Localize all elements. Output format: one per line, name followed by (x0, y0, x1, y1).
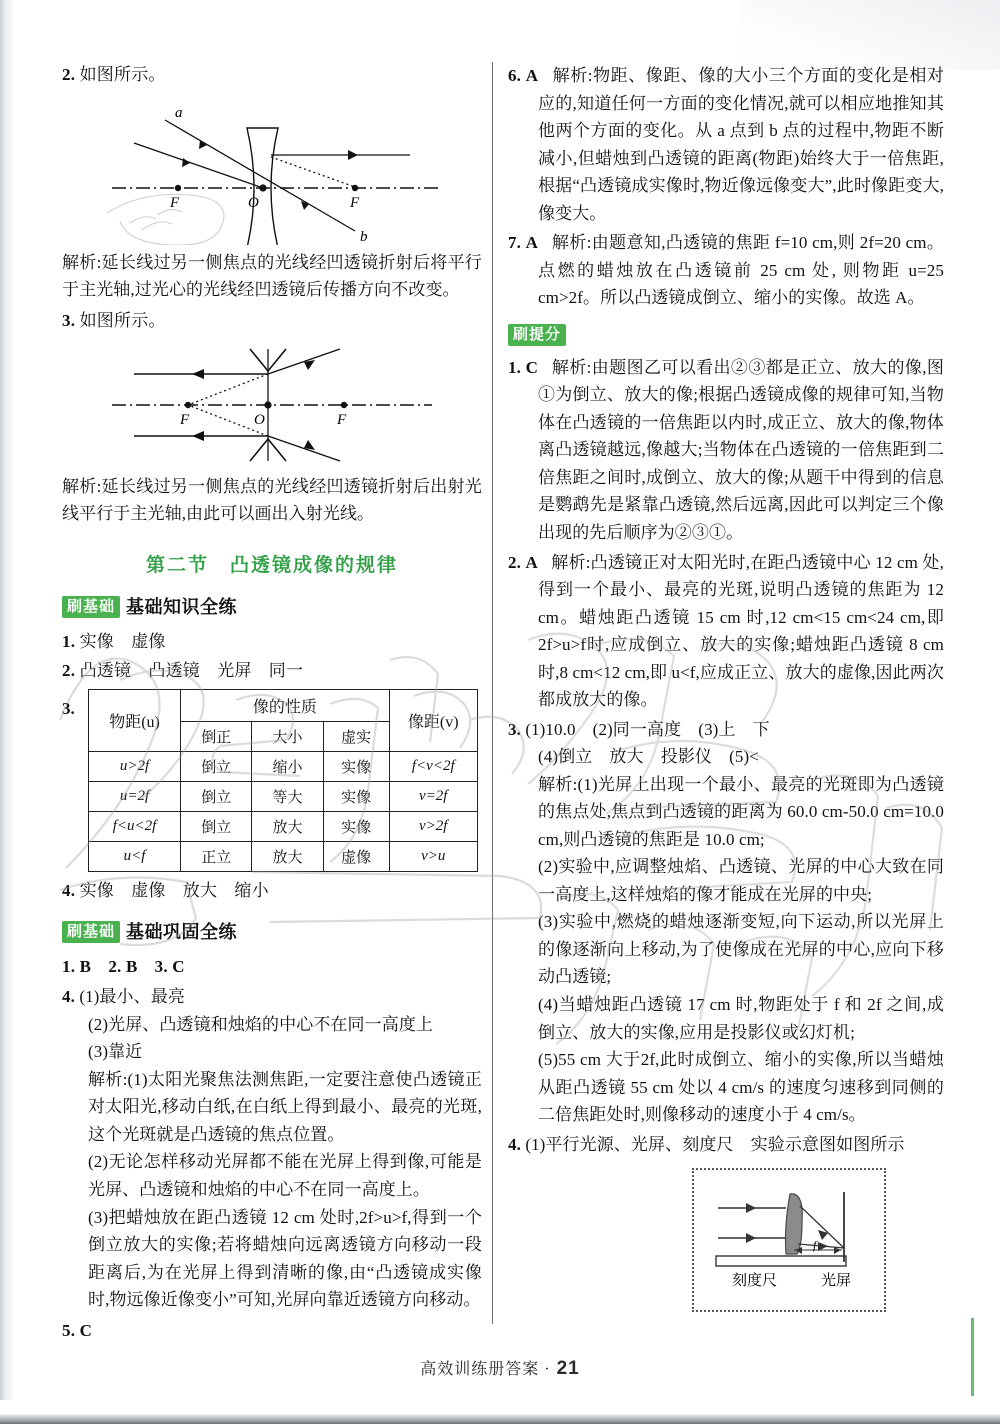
answer-item-5 (62, 1318, 482, 1345)
badge-title-basic-consolidation: 基础巩固全练 (126, 922, 238, 943)
boost-3-explain-5 (508, 1046, 944, 1129)
svg-text:a: a (175, 104, 183, 121)
section-title: 第二节 凸透镜成像的规律 (145, 554, 398, 576)
cell-u: u>2f (89, 751, 181, 781)
concave-lens-ray-diagram-2 (72, 341, 472, 469)
page-number: 21 (556, 1358, 580, 1379)
q4-part1: (1)最小、最亮 (79, 987, 185, 1007)
right-column (508, 62, 944, 1312)
question-6-block (508, 62, 944, 227)
question-7-answer: A (525, 233, 538, 253)
q4-part2-row (62, 1011, 482, 1039)
boost-2-number: 2. (508, 552, 521, 572)
cell-u: f<u<2f (89, 811, 181, 841)
page-edge-marker (971, 1318, 974, 1396)
boost-1-explain: 由题图乙可以看出②③都是正立、放大的像,图①为倒立、放大的像;根据凸透镜成像的规律可知,当物体在凸透镜的一倍焦距以内时,成正立、放大的像,物体离凸透镜越远,像越大;当物体在凸透镜的一倍焦距到二倍焦距之间时,成倒立、放大的像;从题干中得到的信息是鹦鹉先是紧靠凸透镜,然后远离,因此可以判定三个像出现的先后顺序为②③①。 (538, 357, 944, 542)
badge-row-basic-knowledge (62, 593, 482, 619)
scan-edge-bottom (0, 1414, 1000, 1424)
cell-size: 放大 (252, 811, 323, 841)
svg-text:F: F (337, 411, 347, 428)
q4-explain-1 (62, 1066, 482, 1149)
table-row (89, 751, 478, 781)
cell-real-virtual: 实像 (323, 811, 389, 841)
answer-item-2 (62, 658, 482, 685)
explain-body-2: (2)无论怎样移动光屏都不能在光屏上得到像,可能是光屏、凸透镜和烛焰的中心不在同一高度上。 (88, 1152, 482, 1199)
boost-3-explain-body-5: (5)55 cm 大于2f,此时成倒立、缩小的实像,所以当蜡烛从距凸透镜 55 cm 处以 4 cm/s 的速度匀速移到同侧的二倍焦距处时,则像移动的速度小于 4 cm/s。 (538, 1050, 944, 1125)
header-image-distance: 像距(v) (389, 689, 477, 751)
concave-lens-ray-diagram-1 (72, 95, 472, 245)
boost-1-number: 1. (508, 357, 521, 377)
badge-shuatifen: 刷提分 (508, 324, 566, 346)
boost-3-explain-body-1: (1)光屏上出现一个最小、最亮的光斑即为凸透镜的焦点处,焦点到凸透镜的距离为 60.0 cm-50.0 cm=10.0 cm,则凸透镜的焦距是 10.0 cm; (538, 774, 944, 849)
boost-3-explain-1 (508, 771, 944, 854)
answer-item-4 (62, 878, 482, 905)
cell-v: f<v<2f (389, 751, 477, 781)
q4-part2: (2)光屏、凸透镜和烛焰的中心不在同一高度上 (88, 1014, 434, 1034)
svg-text:b: b (360, 228, 368, 245)
explain-prefix: 解析: (538, 774, 578, 794)
svg-text:O: O (248, 194, 259, 211)
boost-2-answer: A (525, 552, 538, 572)
explain-prefix: 解析: (552, 66, 593, 85)
answer-2-text: 凸透镜 凸透镜 光屏 同一 (79, 660, 304, 680)
header-size: 大小 (252, 721, 323, 751)
cell-u: u=2f (89, 781, 181, 811)
cell-v: v=2f (389, 781, 477, 811)
cell-orientation: 倒立 (181, 781, 252, 811)
question-3-explanation (62, 473, 482, 528)
answer-1-text: 实像 虚像 (79, 631, 166, 651)
cell-real-virtual: 实像 (323, 781, 389, 811)
explain-prefix: 解析: (62, 476, 102, 496)
question-7-number: 7. (508, 233, 521, 253)
badge-shuajichu: 刷基础 (62, 596, 120, 618)
boost-3-explain-2 (508, 853, 944, 908)
header-orientation: 倒正 (181, 721, 252, 751)
table-header-row-1 (89, 689, 478, 721)
explain-prefix: 解析: (88, 1069, 128, 1089)
answer-4-number: 4. (62, 880, 76, 900)
badge-row-basic-consolidation (62, 918, 482, 944)
table-row (89, 781, 478, 811)
footer-text: 高效训练册答案 · (420, 1361, 551, 1378)
boost-3-explain-body-2: (2)实验中,应调整烛焰、凸透镜、光屏的中心大致在同一高度上,这样烛焰的像才能成在光屏的中央; (538, 857, 944, 904)
answer-4-text: 实像 虚像 放大 缩小 (79, 880, 269, 900)
boost-3-answer-line-2: (4)倒立 放大 投影仪 (5)< (538, 747, 759, 767)
boost-3-explain-body-3: (3)实验中,燃烧的蜡烛逐渐变短,向下运动,所以光屏上的像逐渐向上移动,为了使像成在光屏的中心,应向下移动凸透镜; (538, 912, 944, 987)
boost-question-3-block (508, 716, 944, 1129)
svg-text:f: f (813, 1238, 817, 1253)
question-2-number: 2. (62, 65, 76, 84)
explain-prefix: 解析: (551, 552, 591, 572)
boost-4-number: 4. (508, 1134, 521, 1154)
question-4-block (62, 983, 482, 1313)
boost-question-2-block (508, 549, 944, 714)
q4-explain-3 (62, 1204, 482, 1314)
question-6-answer: A (525, 66, 539, 85)
boost-2-explain: 凸透镜正对太阳光时,在距凸透镜中心 12 cm 处,得到一个最小、最亮的光斑,说明凸透镜的焦距为 12 cm。蜡烛距凸透镜 15 cm 时,12 cm<15 cm<24 cm,即 2f>u>f时,应成倒立、放大的实像;蜡烛距凸透镜 8 cm 时,8 cm<12 cm,即 u<f,应成正立、放大的虚像,因此两次都成放大的像。 (538, 552, 944, 710)
svg-text:F: F (180, 411, 190, 428)
left-column (62, 62, 482, 1347)
boost-question-1-block (508, 354, 944, 547)
image-properties-table (88, 689, 478, 872)
svg-text:F: F (170, 194, 180, 211)
scan-edge-topright (740, 0, 1000, 70)
cell-real-virtual: 虚像 (323, 841, 389, 871)
cell-size: 等大 (252, 781, 323, 811)
explain-body-3: (3)把蜡烛放在距凸透镜 12 cm 处时,2f>u>f,得到一个倒立放大的实像;若将蜡烛向远离透镜方向移动一段距离后,为在光屏上得到清晰的像,由“凸透镜成实像时,物远像近像变小”可知,光屏向靠近透镜方向移动。 (88, 1207, 482, 1310)
explain-body: 延长线过另一侧焦点的光线经凹透镜折射后出射光线平行于主光轴,由此可以画出入射光线。 (62, 476, 482, 524)
boost-question-4-block (508, 1131, 944, 1159)
boost-3-answers-2 (508, 743, 944, 771)
explain-prefix: 解析: (551, 357, 592, 377)
header-image-properties: 像的性质 (181, 689, 389, 721)
answer-5-number: 5. (62, 1320, 76, 1340)
boost-3-explain-4 (508, 991, 944, 1046)
explain-prefix: 解析: (62, 252, 102, 272)
cell-size: 缩小 (252, 751, 323, 781)
badge-shuajichu-2: 刷基础 (62, 921, 120, 943)
cell-real-virtual: 实像 (323, 751, 389, 781)
answer-1-number: 1. (62, 631, 76, 651)
explain-prefix: 解析: (551, 233, 592, 253)
boost-1-answer: C (525, 357, 538, 377)
answer-5-text: C (79, 1320, 93, 1340)
explain-body: 延长线过另一侧焦点的光线经凹透镜折射后将平行于主光轴,过光心的光线经凹透镜后传播方向不改变。 (62, 252, 482, 300)
badge-row-score-boost (508, 324, 944, 346)
question-2-text: 如图所示。 (79, 65, 166, 84)
page-footer (0, 1356, 1000, 1380)
scan-edge-left (0, 0, 14, 1400)
header-object-distance: 物距(u) (89, 689, 181, 751)
q4-part3: (3)靠近 (88, 1042, 143, 1062)
svg-text:光屏: 光屏 (821, 1273, 852, 1290)
question-3-number: 3. (62, 310, 76, 330)
question-3-heading (62, 308, 482, 335)
answer-item-1 (62, 629, 482, 656)
multiple-choice-answers: 1. B 2. B 3. C (62, 957, 185, 977)
svg-text:刻度尺: 刻度尺 (732, 1273, 778, 1290)
explain-body-1: (1)太阳光聚焦法测焦距,一定要注意使凸透镜正对太阳光,移动白纸,在白纸上得到最小、最亮的光斑,这个光斑就是凸透镜的焦点位置。 (88, 1069, 483, 1144)
question-2-explanation (62, 249, 482, 304)
answer-3-number: 3. (62, 698, 75, 718)
column-divider (492, 62, 493, 1324)
question-3-text: 如图所示。 (79, 310, 166, 330)
boost-3-number: 3. (508, 719, 521, 739)
cell-orientation: 正立 (181, 841, 252, 871)
answer-2-number: 2. (62, 660, 76, 680)
question-4-part-1 (62, 983, 482, 1011)
cell-orientation: 倒立 (181, 811, 252, 841)
question-7-explain: 由题意知,凸透镜的焦距 f=10 cm,则 2f=20 cm。点燃的蜡烛放在凸透镜前 25 cm 处, 则物距 u=25 cm>2f。所以凸透镜成倒立、缩小的实像。故选 A。 (538, 233, 944, 308)
focal-length-measurement-diagram (692, 1168, 886, 1312)
boost-3-answers-1 (508, 716, 944, 744)
question-6-number: 6. (508, 66, 521, 85)
cell-orientation: 倒立 (181, 751, 252, 781)
cell-u: u<f (89, 841, 181, 871)
q4-explain-2 (62, 1148, 482, 1203)
cell-v: v>2f (389, 811, 477, 841)
question-6-explain: 物距、像距、像的大小三个方面的变化是相对应的,知道任何一方面的变化情况,就可以相应地推知其他两个方面的变化。从 a 点到 b 点的过程中,物距不断减小,但蜡烛到凸透镜的距离(物距)始终大于一倍焦距,根据“凸透镜成实像时,物近像远像变大”,此时像距变大,像变大。 (538, 66, 944, 223)
question-4-number: 4. (62, 987, 75, 1007)
boost-4-text: (1)平行光源、光屏、刻度尺 实验示意图如图所示 (525, 1134, 905, 1154)
question-7-block (508, 229, 944, 312)
table-row (89, 841, 478, 871)
boost-3-answer-line-1: (1)10.0 (2)同一高度 (3)上 下 (525, 719, 770, 739)
answer-item-3-table-wrap (62, 689, 482, 872)
q4-part3-row (62, 1038, 482, 1066)
header-real-virtual: 虚实 (323, 721, 389, 751)
question-2-heading (62, 62, 482, 89)
table-row (89, 811, 478, 841)
svg-text:O: O (254, 411, 265, 428)
svg-text:F: F (350, 194, 360, 211)
boost-3-explain-body-4: (4)当蜡烛距凸透镜 17 cm 时,物距处于 f 和 2f 之间,成倒立、放大的实像,应用是投影仪或幻灯机; (538, 995, 944, 1042)
boost-3-explain-3 (508, 908, 944, 991)
cell-size: 放大 (252, 841, 323, 871)
cell-v: v>u (389, 841, 477, 871)
badge-title-basic-knowledge: 基础知识全练 (126, 596, 238, 617)
